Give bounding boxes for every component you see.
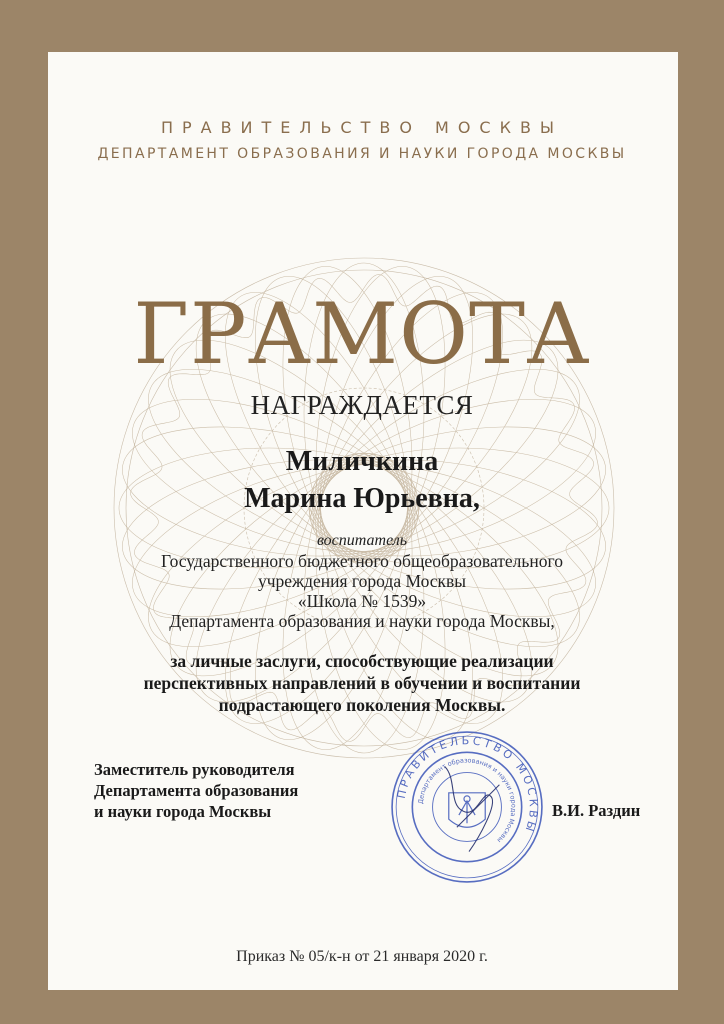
stamp-inner-text: Департамент образования и науки города Москвы xyxy=(416,756,518,845)
signatory-title-line: Департамента образования xyxy=(94,781,299,800)
organization-line: Департамента образования и науки города Москвы, xyxy=(169,611,555,631)
stamp-outer-text: ПРАВИТЕЛЬСТВО МОСКВЫ xyxy=(394,734,540,836)
department-heading: ДЕПАРТАМЕНТ ОБРАЗОВАНИЯ И НАУКИ ГОРОДА МОСКВЫ xyxy=(97,146,627,162)
government-heading: ПРАВИТЕЛЬСТВО МОСКВЫ xyxy=(160,118,564,137)
order-reference: Приказ № 05/к-н от 21 января 2020 г. xyxy=(236,948,488,965)
certificate-title: ГРАМОТА xyxy=(133,285,591,383)
organization-line: «Школа № 1539» xyxy=(297,591,427,611)
recipient-name-patronymic: Марина Юрьевна, xyxy=(244,483,480,514)
award-reason-line: подрастающего поколения Москвы. xyxy=(218,695,506,715)
signatory-name: В.И. Раздин xyxy=(552,801,641,820)
recipient-surname: Миличкина xyxy=(285,446,439,477)
organization-line: учреждения города Москвы xyxy=(257,571,467,591)
award-reason-line: перспективных направлений в обучении и воспитании xyxy=(143,673,581,693)
official-stamp xyxy=(386,726,548,888)
recipient-position: воспитатель xyxy=(316,532,408,549)
signatory-title-line: Заместитель руководителя xyxy=(94,760,295,779)
organization-line: Государственного бюджетного общеобразовательного xyxy=(160,551,564,571)
award-reason-line: за личные заслуги, способствующие реализации xyxy=(170,651,554,671)
awarded-label: НАГРАЖДАЕТСЯ xyxy=(250,390,474,420)
signatory-title-line: и науки города Москвы xyxy=(94,802,272,821)
